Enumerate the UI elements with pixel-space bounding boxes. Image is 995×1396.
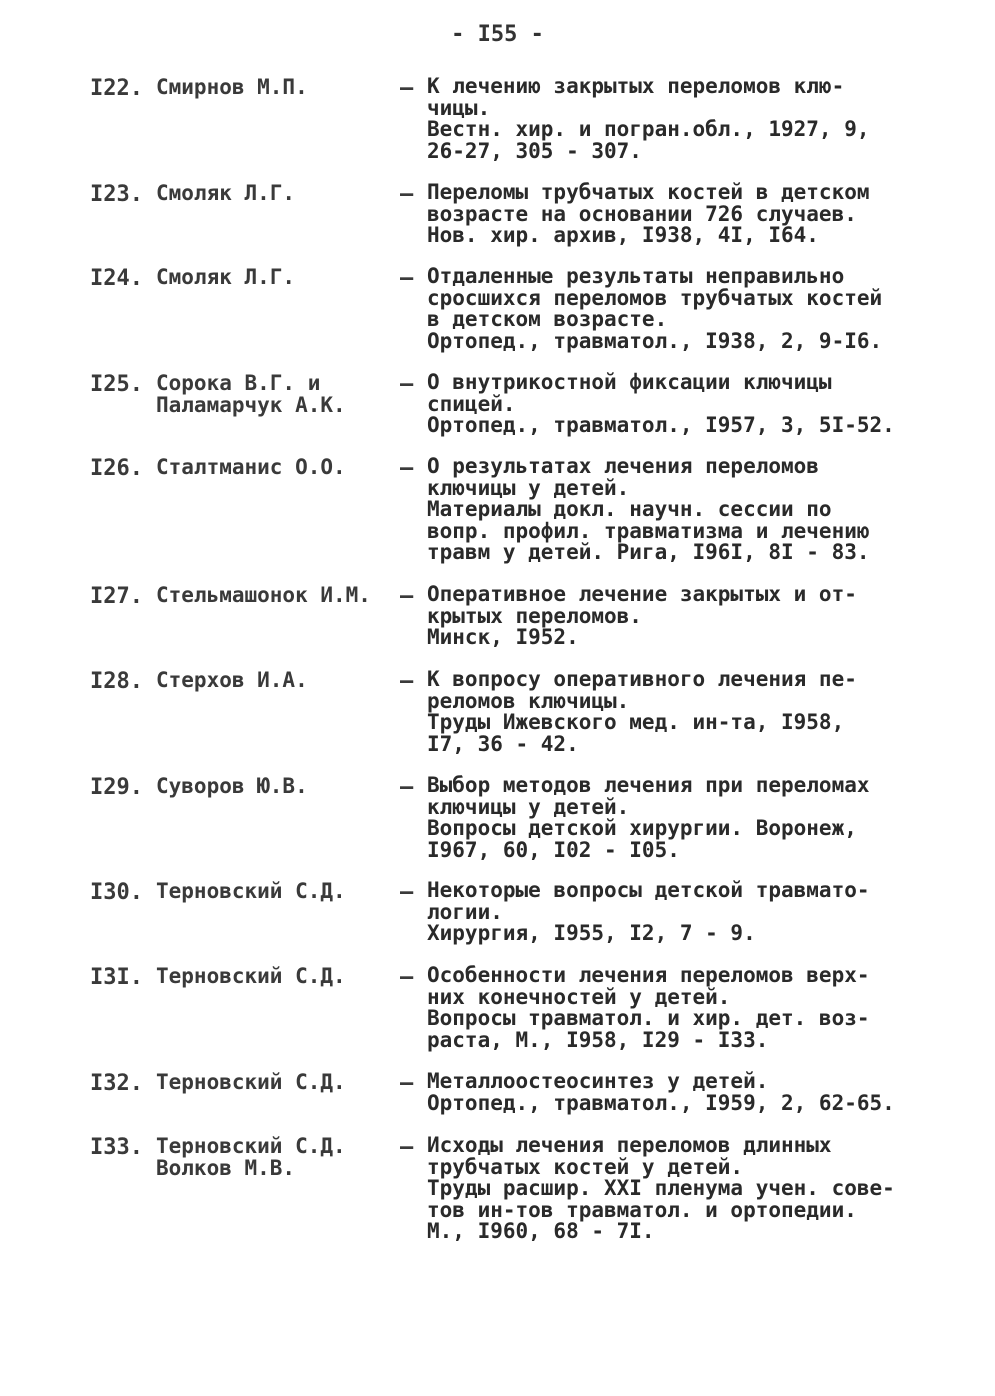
reference-line: Труды расшир. XXI пленума учен. сове- — [427, 1176, 895, 1200]
reference-line: трубчатых костей у детей. — [427, 1154, 744, 1179]
reference-line: Переломы трубчатых костей в детском — [427, 180, 870, 204]
reference-line: Вопросы детской хирургии. Воронеж, — [427, 816, 857, 840]
reference-line: Хирургия, I955, I2, 7 - 9. — [427, 921, 756, 945]
entry-reference — [427, 775, 927, 861]
reference-line: чицы. — [427, 95, 491, 120]
entry-number: I29. — [90, 775, 143, 800]
reference-line: О внутрикостной фиксации ключицы — [427, 370, 832, 394]
entry-author: Смоляк Л.Г. — [156, 181, 296, 205]
reference-line: Особенности лечения переломов верх- — [427, 963, 870, 987]
entry-reference — [427, 182, 927, 247]
reference-line: К вопросу оперативного лечения пе- — [427, 667, 857, 691]
entry-number: I25. — [90, 372, 143, 397]
reference-line: реломов ключицы. — [427, 688, 630, 713]
reference-line: крытых переломов. — [427, 603, 642, 628]
entry-author: Терновский С.Д. Волков М.В. — [156, 1134, 346, 1180]
reference-line: Материалы докл. научн. сессии по — [427, 497, 832, 521]
entry-dash: – — [400, 965, 414, 990]
entry-dash: – — [400, 266, 414, 291]
entry-author: Терновский С.Д. — [156, 964, 346, 988]
entry-author: Стельмашонок И.М. — [156, 583, 371, 607]
entry-number: I33. — [90, 1135, 143, 1160]
reference-line: Исходы лечения переломов длинных — [427, 1133, 832, 1157]
entry-dash: – — [400, 456, 414, 481]
reference-line: Вопросы травматол. и хир. дет. воз- — [427, 1006, 870, 1030]
entry-dash: – — [400, 182, 414, 207]
reference-line: Металлоостеосинтез у детей. — [427, 1069, 769, 1093]
entry-author: Терновский С.Д. — [156, 879, 346, 903]
entry-dash: – — [400, 76, 414, 101]
reference-line: в детском возрасте. — [427, 307, 668, 331]
reference-line: раста, М., I958, I29 - I33. — [427, 1027, 769, 1052]
entry-author: Сталтманис О.О. — [156, 455, 346, 479]
reference-line: ключицы у детей. — [427, 475, 630, 500]
reference-line: Выбор методов лечения при переломах — [427, 773, 870, 797]
entry-reference — [427, 76, 927, 162]
entry-dash: – — [400, 880, 414, 905]
reference-line: Минск, I952. — [427, 625, 579, 649]
page-number: - I55 - — [451, 22, 544, 47]
entry-reference — [427, 965, 927, 1051]
reference-line: Нов. хир. архив, I938, 4I, I64. — [427, 223, 819, 247]
entry-author: Смоляк Л.Г. — [156, 265, 296, 289]
entry-reference — [427, 456, 927, 564]
entry-number: I28. — [90, 669, 143, 694]
entry-author: Стерхов И.А. — [156, 668, 308, 692]
reference-line: Вестн. хир. и погран.обл., 1927, 9, — [427, 117, 870, 141]
reference-line: М., I960, 68 - 7I. — [427, 1219, 655, 1243]
reference-line: тов ин-тов травматол. и ортопедии. — [427, 1197, 857, 1222]
reference-line: сросшихся переломов трубчатых костей — [427, 285, 883, 310]
reference-line: вопр. профил. травматизма и лечению — [427, 518, 870, 543]
entry-author: Суворов Ю.В. — [156, 774, 308, 798]
reference-line: I7, 36 - 42. — [427, 731, 579, 756]
reference-line: I967, 60, I02 - I05. — [427, 837, 680, 862]
reference-line: 26-27, 305 - 307. — [427, 138, 642, 163]
entry-reference — [427, 1071, 927, 1114]
reference-line: возрасте на основании 726 случаев. — [427, 201, 857, 226]
reference-line: Ортопед., травматол., I959, 2, 62-65. — [427, 1090, 895, 1115]
entry-author: Сорока В.Г. и Паламарчук А.К. — [156, 371, 346, 417]
entry-number: I22. — [90, 76, 143, 101]
entry-reference — [427, 372, 927, 437]
entry-dash: – — [400, 372, 414, 397]
reference-line: Ортопед., травматол., I938, 2, 9-I6. — [427, 328, 883, 353]
reference-line: Оперативное лечение закрытых и от- — [427, 582, 857, 606]
entry-author: Терновский С.Д. — [156, 1070, 346, 1094]
reference-line: Ортопед., травматол., I957, 3, 5I-52. — [427, 413, 895, 437]
entry-number: I3I. — [90, 965, 143, 990]
entry-number: I24. — [90, 266, 143, 291]
reference-line: ключицы у детей. — [427, 794, 630, 819]
reference-line: О результатах лечения переломов — [427, 454, 819, 478]
entry-dash: – — [400, 669, 414, 694]
entry-author: Смирнов М.П. — [156, 75, 308, 99]
reference-line: них конечностей у детей. — [427, 984, 731, 1009]
entry-dash: – — [400, 775, 414, 800]
reference-line: Отдаленные результаты неправильно — [427, 264, 845, 288]
entry-number: I30. — [90, 880, 143, 905]
entry-reference — [427, 880, 927, 945]
entry-number: I23. — [90, 182, 143, 207]
reference-line: Труды Ижевского мед. ин-та, I958, — [427, 710, 845, 734]
entry-dash: – — [400, 1135, 414, 1160]
entry-dash: – — [400, 1071, 414, 1096]
reference-line: К лечению закрытых переломов клю- — [427, 74, 845, 98]
entry-reference — [427, 266, 927, 352]
entry-dash: – — [400, 584, 414, 609]
reference-line: Некоторые вопросы детской травмато- — [427, 878, 870, 902]
entry-reference — [427, 584, 927, 649]
entry-number: I32. — [90, 1071, 143, 1096]
entry-reference — [427, 669, 927, 755]
reference-line: травм у детей. Рига, I96I, 8I - 83. — [427, 540, 870, 564]
reference-line: логии. — [427, 899, 503, 924]
entry-number: I27. — [90, 584, 143, 609]
entry-reference — [427, 1135, 927, 1243]
reference-line: спицей. — [427, 391, 516, 416]
entry-number: I26. — [90, 456, 143, 481]
